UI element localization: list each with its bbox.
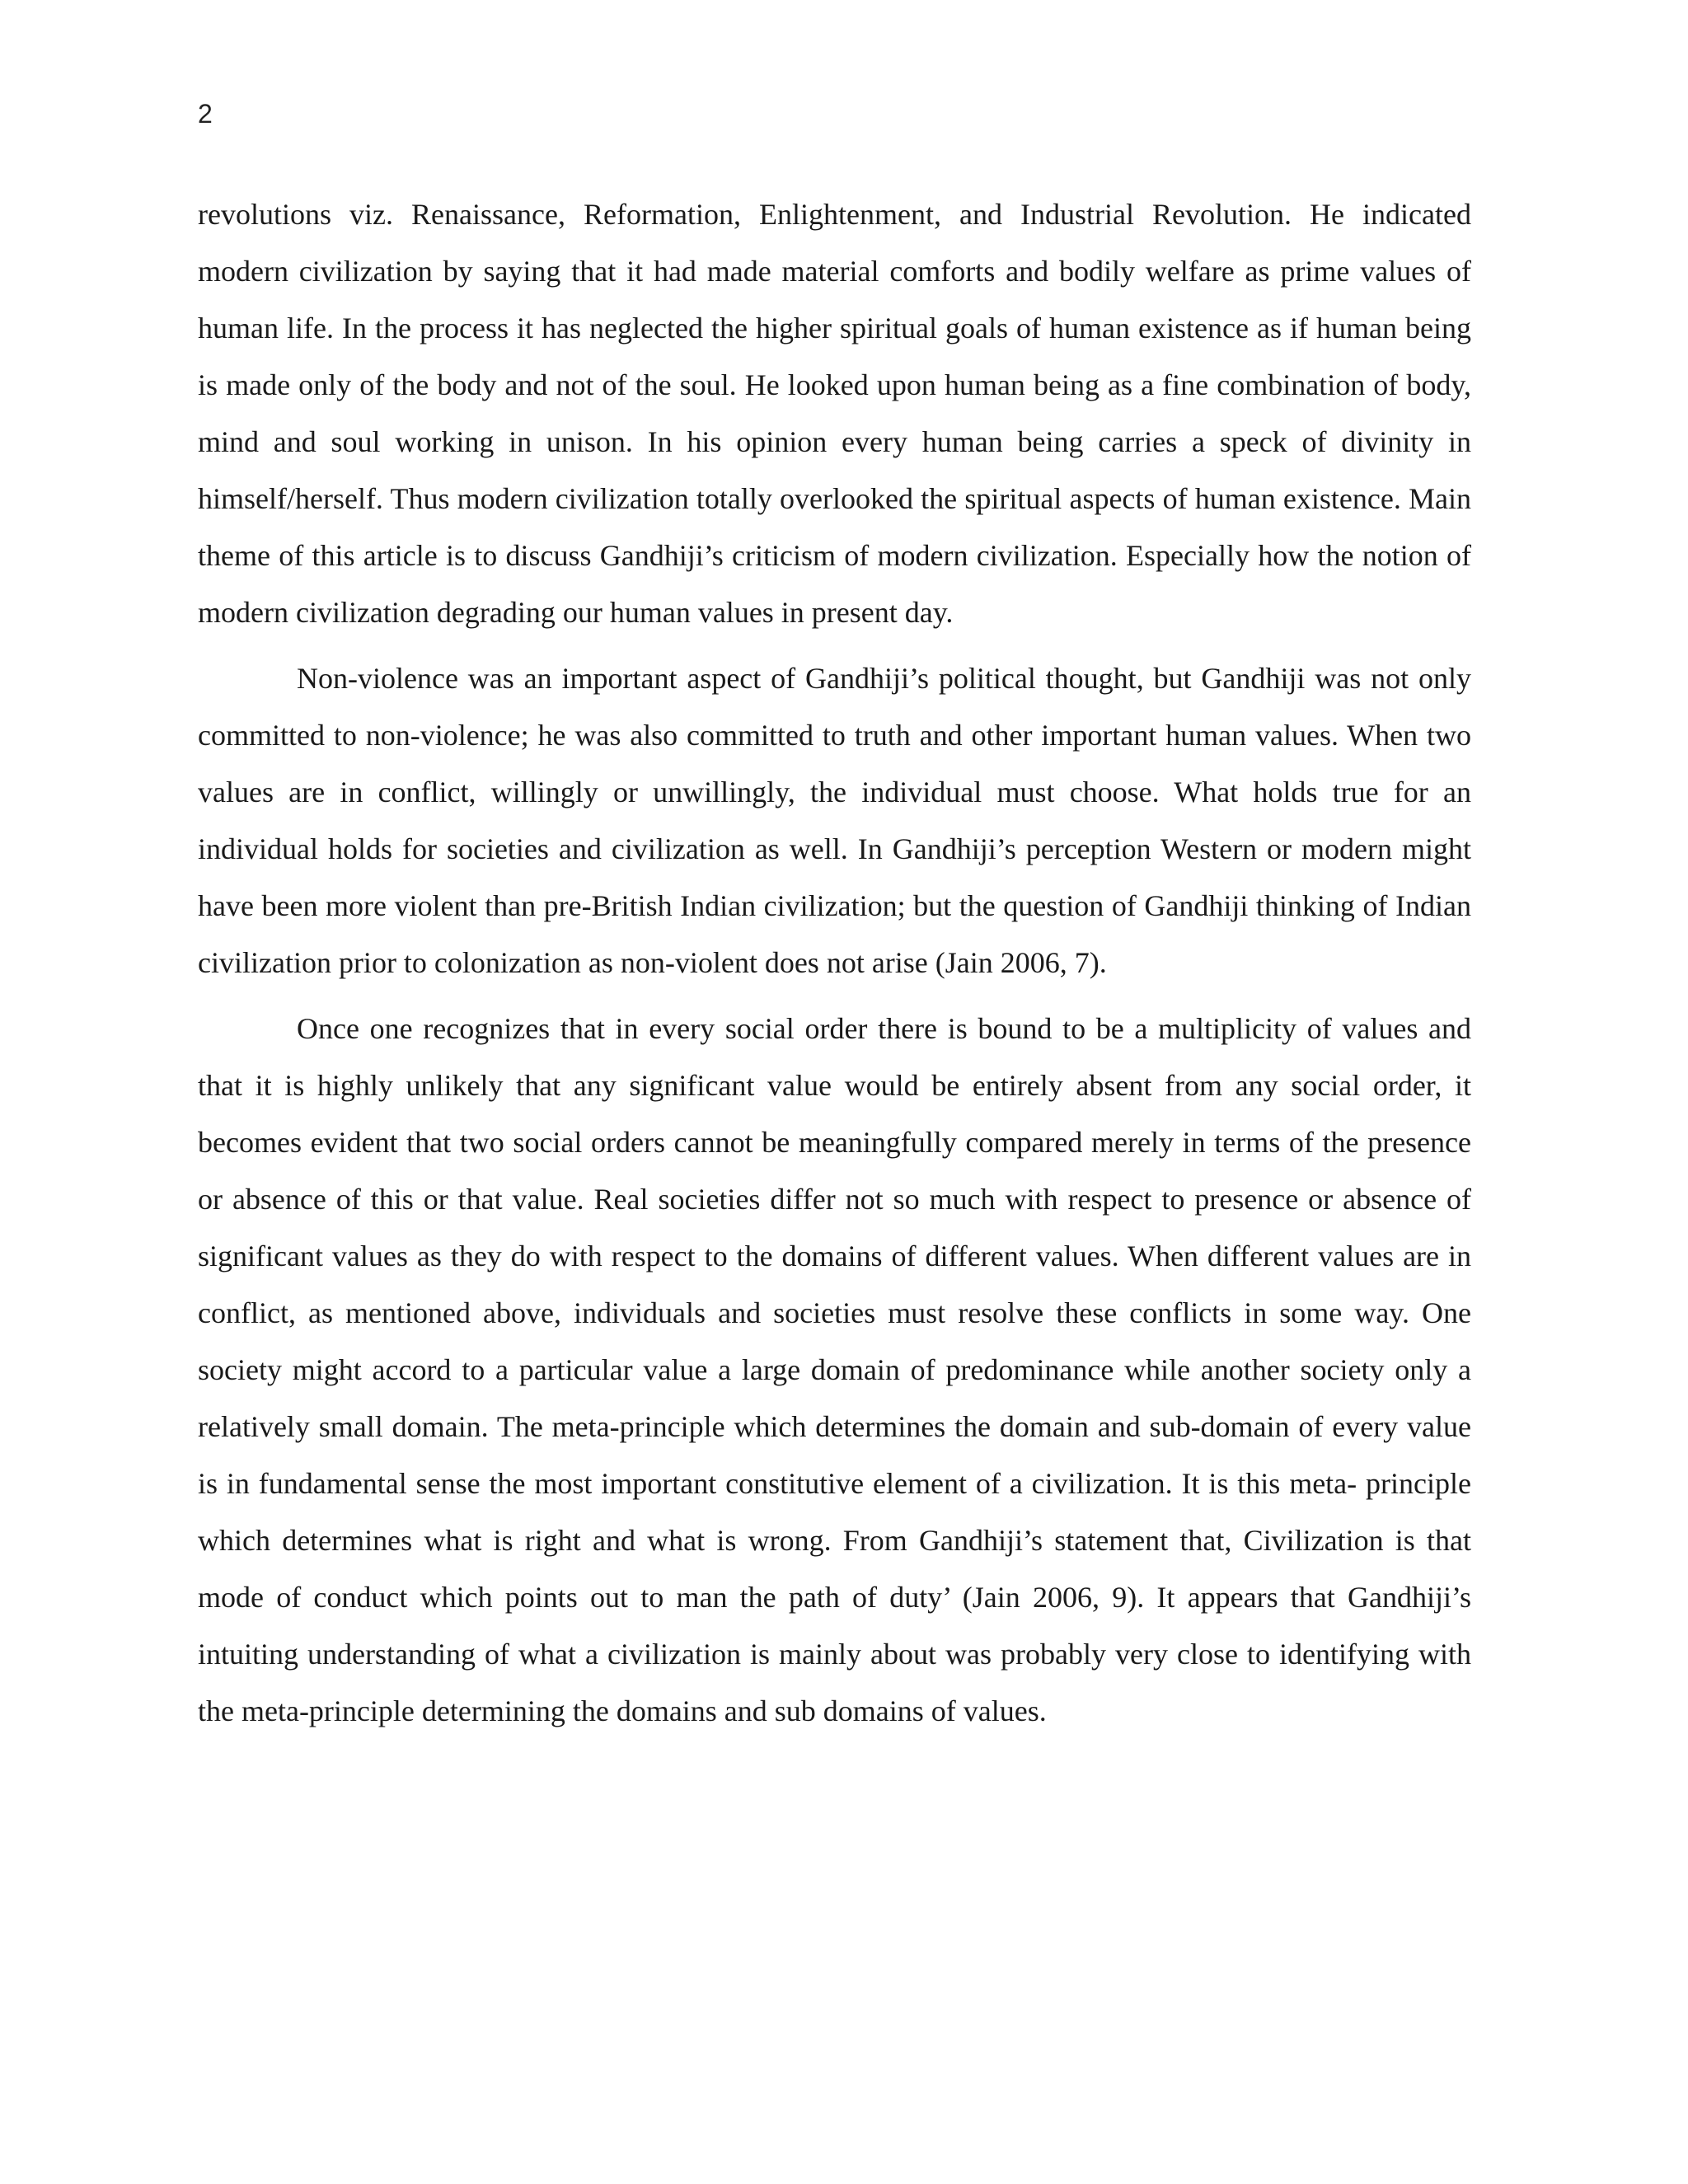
paragraph-1: revolutions viz. Renaissance, Reformation, Enlightenment, and Industrial Revolution. He indicated modern civilization by saying that it had made material comforts and bodily welfare as prime values of human life. In the process it has neglected the higher spiritual goals of human existence as if human being is made only of the body and not of the soul. He looked upon human being as a fine combination of body, mind and soul working in unison. In his opinion every human being carries a speck of divinity in himself/herself. Thus modern civilization totally overlooked the spiritual aspects of human existence. Main theme of this article is to discuss Gandhiji’s criticism of modern civilization. Especially how the notion of modern civilization degrading our human values in present day. [198, 198, 1471, 629]
paragraph-2: Non-violence was an important aspect of Gandhiji’s political thought, but Gandhiji was not only committed to non-violence; he was also committed to truth and other important human values. When two values are in conflict, willingly or unwillingly, the individual must choose. What holds true for an individual holds for societies and civilization as well. In Gandhiji’s perception Western or modern might have been more violent than pre-British Indian civilization; but the question of Gandhiji thinking of Indian civilization prior to colonization as non-violent does not arise (Jain 2006, 7). [198, 662, 1471, 979]
page-number: 2 [198, 99, 213, 129]
document-body [198, 186, 1471, 1740]
paragraph-3: Once one recognizes that in every social order there is bound to be a multiplicity of values and that it is highly unlikely that any significant value would be entirely absent from any social order, it becomes evident that two social orders cannot be meaningfully compared merely in terms of the presence or absence of this or that value. Real societies differ not so much with respect to presence or absence of significant values as they do with respect to the domains of different values. When different values are in conflict, as mentioned above, individuals and societies must resolve these conflicts in some way. One society might accord to a particular value a large domain of predominance while another society only a relatively small domain. The meta-principle which determines the domain and sub-domain of every value is in fundamental sense the most important constitutive element of a civilization. It is this meta- principle which determines what is right and what is wrong. From Gandhiji’s statement that, Civilization is that mode of conduct which points out to man the path of duty’ (Jain 2006, 9). It appears that Gandhiji’s intuiting understanding of what a civilization is mainly about was probably very close to identifying with the meta-principle determining the domains and sub domains of values. [198, 1012, 1471, 1727]
